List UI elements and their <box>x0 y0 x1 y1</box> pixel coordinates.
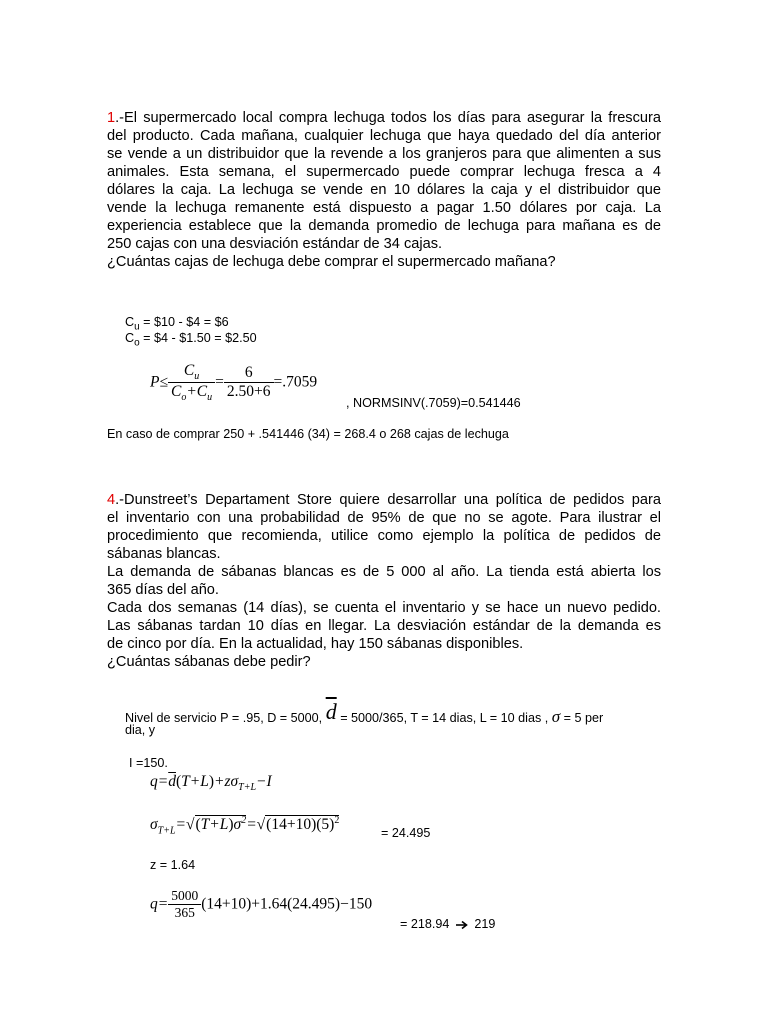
problem-1-line-5: dólares la caja. La lechuga se vende en 10 dólares la caja y el distribuidor que <box>107 182 661 198</box>
order-quantity-result: = 218.94 219 <box>400 917 496 931</box>
problem-4-line-2: el inventario con una probabilidad de 95% de que no se agote. Para ilustrar el <box>107 510 661 526</box>
d-bar-symbol: $\overline{d}$ <box>325 699 337 724</box>
problem-1-line-4: animales. Esta semana, el supermercado puede comprar lechuga fresca a 4 <box>107 164 661 180</box>
problem-1-conclusion: En caso de comprar 250 + .541446 (34) = 268.4 o 268 cajas de lechuga <box>107 427 509 441</box>
critical-ratio-formula: P≤ $\frac{C_u}{C_o+C_u}$ = $\frac{6}{2.50+6}$ =.7059 <box>150 362 318 404</box>
problem-4-line-9: de cinco por día. En la actualidad, hay 150 sábanas disponibles. <box>107 636 524 652</box>
problem-1-line-6: vende la lechuga remanente está dispuesto a pagar 1.50 dólares por caja. La <box>107 200 661 216</box>
co-calculation: $C_o$ = $4 - $1.50 = $2.50 <box>125 331 257 349</box>
given-values: Nivel de servicio P = .95, D = 5000, $\overline{d} = 5000/365$, T = 14 dias, L = 10 dias , σ = 5 per <box>125 699 604 726</box>
problem-1-line-2: del producto. Cada mañana, cualquier lechuga que haya quedado del día anterior <box>107 128 661 144</box>
arrow-right-icon <box>455 920 469 930</box>
problem-4-line-4: sábanas blancas. <box>107 546 221 562</box>
problem-4-statement <box>107 491 661 671</box>
problem-4-question: ¿Cuántas sábanas debe pedir? <box>107 654 311 670</box>
given-values-continued: dia, y <box>125 723 156 737</box>
normsinv-result: , NORMSINV(.7059)=0.541446 <box>346 396 521 410</box>
problem-4-number: 4 <box>107 492 116 508</box>
cu-calculation: $C_u$ = $10 - $4 = $6 <box>125 315 229 333</box>
order-quantity-formula: $q=\overline{d}(T+L)+z\sigma_{T+L}-I$ <box>150 773 272 794</box>
problem-4-line-7: Cada dos semanas (14 días), se cuenta el inventario y se hace un nuevo pedido. <box>107 600 661 616</box>
order-quantity-calculation: q= $\frac{5000}{365}$ (14+10)+1.64(24.495)−150 <box>150 888 373 920</box>
problem-1-number: 1 <box>107 110 116 126</box>
problem-4-line-8: Las sábanas tardan 10 días en llegar. La desviación estándar de la demanda es <box>107 618 661 634</box>
sigma-formula: $\sigma_{T+L}=√(T+L)\sigma^2=√(14+10)(5)^2$ <box>150 815 340 837</box>
problem-4-line-5: La demanda de sábanas blancas es de 5 000 al año. La tienda está abierta los <box>107 564 661 580</box>
sigma-symbol: σ <box>551 707 561 726</box>
problem-1-line-8: 250 cajas con una desviación estándar de 34 cajas. <box>107 236 443 252</box>
problem-4-line-6: 365 días del año. <box>107 582 219 598</box>
problem-4-line-3: procedimiento que recomienda, utilice como ejemplo la política de pedidos de <box>107 528 661 544</box>
sigma-result: = 24.495 <box>381 826 431 840</box>
problem-1-statement <box>107 109 661 271</box>
problem-1-line-3: se vende a un distribuidor que la revende a los granjeros para que alimenten a sus <box>107 146 661 162</box>
problem-1-line-1: 1.-El supermercado local compra lechuga todos los días para asegurar la frescura <box>107 110 661 126</box>
problem-1-question: ¿Cuántas cajas de lechuga debe comprar el supermercado mañana? <box>107 254 556 270</box>
inventory-on-hand: I =150. <box>129 756 168 770</box>
problem-4-line-1: 4.-Dunstreet’s Departament Store quiere desarrollar una política de pedidos para <box>107 492 661 508</box>
problem-1-line-7: experiencia establece que la demanda promedio de lechuga para mañana es de <box>107 218 661 234</box>
z-value: z = 1.64 <box>150 858 196 872</box>
